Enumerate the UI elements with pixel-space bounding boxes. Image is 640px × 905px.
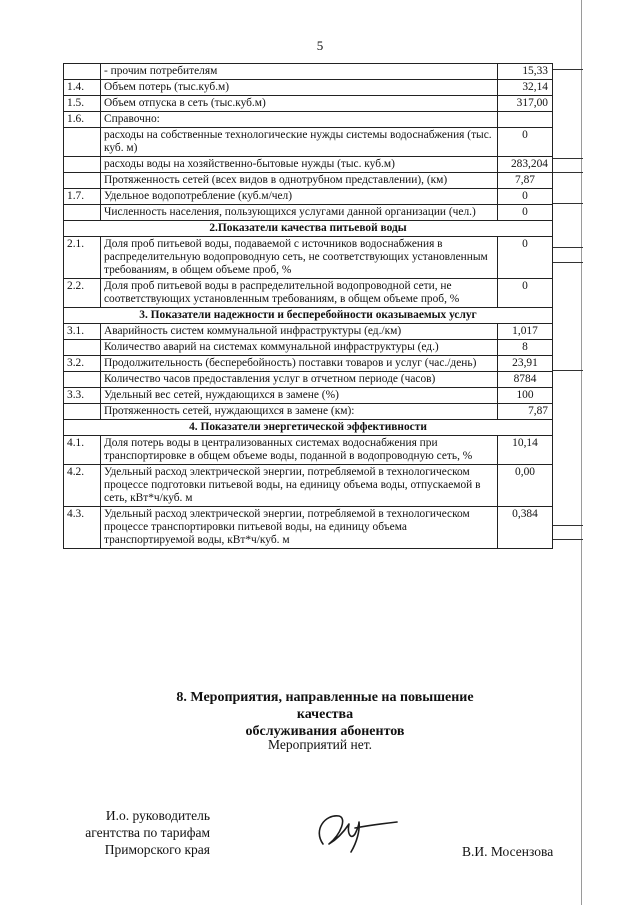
row-value-cell: 0,384 [498, 507, 553, 549]
row-number-cell: 1.7. [64, 189, 101, 205]
table-row [64, 340, 553, 356]
handwritten-signature [305, 800, 405, 860]
row-value-cell: 0 [498, 205, 553, 221]
table-row [64, 189, 553, 205]
table-row [64, 279, 553, 308]
row-label-cell: Удельный расход электрической энергии, потребляемой в технологическом процессе транспортировки питьевой воды, на единицу объема транспортируемой воды, кВт*ч/куб. м [101, 507, 498, 549]
row-number-cell: 4.1. [64, 436, 101, 465]
row-label-cell: Численность населения, пользующихся услугами данной организации (чел.) [101, 205, 498, 221]
row-number-cell [64, 64, 101, 80]
row-label-cell: расходы воды на хозяйственно-бытовые нужды (тыс. куб.м) [101, 157, 498, 173]
row-label-cell: Удельное водопотребление (куб.м/чел) [101, 189, 498, 205]
section-heading-line: обслуживания абонентов [245, 724, 405, 739]
row-value-cell: 0 [498, 189, 553, 205]
row-number-cell [64, 372, 101, 388]
table-row [64, 324, 553, 340]
row-number-cell: 3.2. [64, 356, 101, 372]
row-label-cell: Продолжительность (бесперебойность) поставки товаров и услуг (час./день) [101, 356, 498, 372]
row-number-cell: 4.3. [64, 507, 101, 549]
indicators-table-body [64, 64, 553, 549]
row-label-cell: Количество аварий на системах коммунальной инфраструктуры (ед.) [101, 340, 498, 356]
row-value-cell: 1,017 [498, 324, 553, 340]
signatory-title-line: агентства по тарифам [85, 825, 210, 840]
row-label-cell: Объем потерь (тыс.куб.м) [101, 80, 498, 96]
table-row [64, 157, 553, 173]
table-row [64, 205, 553, 221]
signatory-title-line: И.о. руководитель [105, 808, 210, 823]
section-8-heading [150, 689, 500, 740]
row-number-cell [64, 205, 101, 221]
table-extension-line [553, 370, 583, 371]
table-row [64, 507, 553, 549]
row-number-cell: 2.2. [64, 279, 101, 308]
row-label-cell: Количество часов предоставления услуг в отчетном периоде (часов) [101, 372, 498, 388]
table-extension-line [553, 158, 583, 159]
row-label-cell: Удельный вес сетей, нуждающихся в замене (%) [101, 388, 498, 404]
table-extension-line [553, 172, 583, 173]
signer-name: В.И. Мосензова [462, 844, 554, 859]
section-heading-line: 8. Мероприятия, направленные на повышение качества [176, 690, 474, 722]
row-label-cell: Протяженность сетей, нуждающихся в замене (км): [101, 404, 498, 420]
row-label-cell: Аварийность систем коммунальной инфраструктуры (ед./км) [101, 324, 498, 340]
row-value-cell: 0 [498, 279, 553, 308]
no-measures-text: Мероприятий нет. [268, 737, 372, 752]
row-label-cell: - прочим потребителям [101, 64, 498, 80]
row-label-cell: Удельный расход электрической энергии, потребляемой в технологическом процессе подготовки питьевой воды, на единицу объема воды, отпускаемой в сеть, кВт*ч/куб. м [101, 465, 498, 507]
row-value-cell: 0 [498, 237, 553, 279]
row-label-cell: Доля потерь воды в централизованных системах водоснабжения при транспортировке в общем объеме воды, поданной в водопроводную сеть, % [101, 436, 498, 465]
row-value-cell: 7,87 [498, 404, 553, 420]
row-value-cell: 317,00 [498, 96, 553, 112]
row-value-cell: 0,00 [498, 465, 553, 507]
row-value-cell [498, 112, 553, 128]
page-number: 5 [316, 38, 324, 53]
row-value-cell: 0 [498, 128, 553, 157]
table-row [64, 128, 553, 157]
table-row [64, 388, 553, 404]
row-number-cell: 3.1. [64, 324, 101, 340]
page-edge-line [581, 0, 582, 905]
table-extension-line [553, 247, 583, 248]
table-row [64, 96, 553, 112]
section-title-cell: 4. Показатели энергетической эффективности [64, 420, 553, 436]
table-extension-line [553, 203, 583, 204]
section-heading-row [64, 420, 553, 436]
row-value-cell: 10,14 [498, 436, 553, 465]
signatory-title [80, 807, 210, 858]
section-heading-row [64, 308, 553, 324]
row-number-cell: 2.1. [64, 237, 101, 279]
row-label-cell: расходы на собственные технологические нужды системы водоснабжения (тыс. куб. м) [101, 128, 498, 157]
row-value-cell: 7,87 [498, 173, 553, 189]
row-number-cell [64, 128, 101, 157]
row-value-cell: 283,204 [498, 157, 553, 173]
signatory-title-line: Приморского края [104, 842, 210, 857]
row-value-cell: 8784 [498, 372, 553, 388]
table-extension-line [553, 539, 583, 540]
row-number-cell: 4.2. [64, 465, 101, 507]
table-extension-line [553, 525, 583, 526]
table-row [64, 80, 553, 96]
table-row [64, 404, 553, 420]
row-label-cell: Доля проб питьевой воды в распределительной водопроводной сети, не соответствующих установленным требованиям, в общем объеме проб, % [101, 279, 498, 308]
section-title-cell: 3. Показатели надежности и бесперебойности оказываемых услуг [64, 308, 553, 324]
row-label-cell: Доля проб питьевой воды, подаваемой с источников водоснабжения в распределительную водопроводную сеть, не соответствующих установленным требованиям, в общем объеме проб, % [101, 237, 498, 279]
row-label-cell: Протяженность сетей (всех видов в однотрубном представлении), (км) [101, 173, 498, 189]
table-extension-line [553, 69, 583, 70]
table-row [64, 112, 553, 128]
row-number-cell: 1.5. [64, 96, 101, 112]
table-row [64, 356, 553, 372]
table-extension-line [553, 262, 583, 263]
row-label-cell: Объем отпуска в сеть (тыс.куб.м) [101, 96, 498, 112]
row-number-cell: 1.4. [64, 80, 101, 96]
table-row [64, 173, 553, 189]
row-number-cell [64, 404, 101, 420]
row-value-cell: 8 [498, 340, 553, 356]
row-value-cell: 23,91 [498, 356, 553, 372]
row-label-cell: Справочно: [101, 112, 498, 128]
table-row [64, 372, 553, 388]
row-number-cell: 3.3. [64, 388, 101, 404]
table-row [64, 465, 553, 507]
row-number-cell [64, 157, 101, 173]
row-value-cell: 32,14 [498, 80, 553, 96]
row-number-cell [64, 173, 101, 189]
section-heading-row [64, 221, 553, 237]
table-row [64, 436, 553, 465]
row-number-cell [64, 340, 101, 356]
row-value-cell: 100 [498, 388, 553, 404]
table-row [64, 237, 553, 279]
row-value-cell: 15,33 [498, 64, 553, 80]
section-title-cell: 2.Показатели качества питьевой воды [64, 221, 553, 237]
table-row [64, 64, 553, 80]
row-number-cell: 1.6. [64, 112, 101, 128]
indicators-table [63, 63, 553, 549]
